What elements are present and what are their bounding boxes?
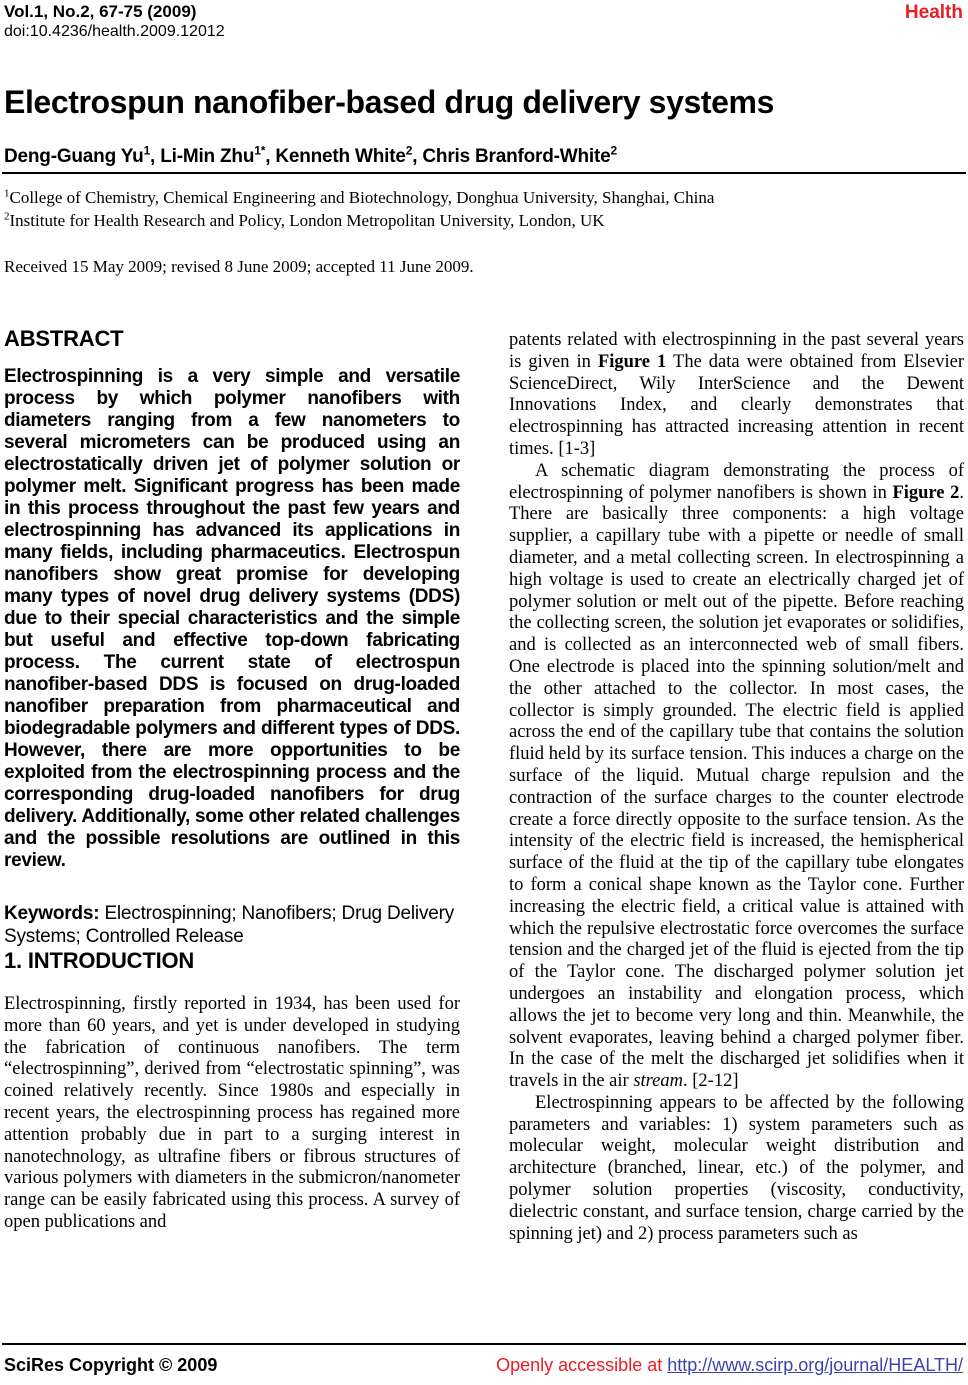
intro-continuation-paragraph bbox=[509, 330, 964, 461]
keywords-label: Keywords: bbox=[4, 903, 100, 924]
text-segment: . There are basically three components: a high voltage supplier, a capillary tube with a pipette or needle of small diameter, and a metal collecting screen. In electrospinning a high voltage is used to create an electrically charged jet of polymer solution or melt out of the pipette. Before reaching the collecting screen, the solution jet evaporates or solidifies, and is collected as an interconnected web of small fibers. One electrode is placed into the spinning solution/melt and the other attached to the collector. In most cases, the collector is simply grounded. The electric field is applied across the end of the capillary tube that contains the solution fluid held by its surface tension. This induces a charge on the surface of the liquid. Mutual charge repulsion and the contraction of the surface charges to the counter electrode create a force directly opposite to the surface tension. As the intensity of the electric field is increased, the hemispherical surface of the fluid at the tip of the capillary tube elongates to form a conical shape known as the Taylor cone. Further increasing the electric field, a critical value is attained with which the repulsive electrostatic force overcomes the surface tension and the charged jet of the fluid is ejected from the tip of the Taylor cone. The discharged polymer solution jet undergoes an instability and elongation process, which allows the jet to become very long and thin. Meanwhile, the solvent evaporates, leaving behind a charged polymer fiber. In the case of the melt the discharged jet solidifies when it travels in the air bbox=[509, 482, 964, 1092]
author-superscript: 2 bbox=[405, 143, 413, 158]
journal-name: Health bbox=[904, 2, 963, 23]
author-superscript: 1* bbox=[254, 143, 266, 158]
open-access-text: Openly accessible at bbox=[496, 1355, 668, 1375]
affiliation-line bbox=[4, 209, 964, 232]
introduction-heading: 1. INTRODUCTION bbox=[4, 948, 195, 973]
authors-line bbox=[4, 143, 964, 168]
text-segment: The data were obtained from Elsevier ScienceDirect, Wily InterScience and the Dewent Innovations Index, and clearly demonstrates that electrospinning has attracted increasing attention in recent times. [1-3] bbox=[509, 351, 964, 459]
authors-divider bbox=[2, 172, 966, 174]
footer-divider bbox=[2, 1343, 966, 1345]
author-name: Deng-Guang Yu bbox=[4, 146, 144, 167]
doi-line: doi:10.4236/health.2009.12012 bbox=[4, 23, 225, 40]
journal-link[interactable]: http://www.scirp.org/journal/HEALTH/ bbox=[667, 1355, 963, 1375]
affiliation-superscript: 1 bbox=[4, 187, 10, 200]
received-line: Received 15 May 2009; revised 8 June 2009; accepted 11 June 2009. bbox=[4, 257, 474, 276]
author-superscript: 2 bbox=[610, 143, 617, 158]
affiliation-text: College of Chemistry, Chemical Engineering and Biotechnology, Donghua University, Shanghai, China bbox=[9, 188, 715, 207]
affiliation-line bbox=[4, 186, 964, 209]
abstract-heading: ABSTRACT bbox=[4, 326, 124, 351]
volume-line: Vol.1, No.2, 67-75 (2009) bbox=[4, 2, 197, 21]
text-segment: . [2-12] bbox=[683, 1071, 739, 1092]
open-access-line bbox=[496, 1355, 963, 1376]
page-footer bbox=[4, 1355, 963, 1376]
abstract-body: Electrospinning is a very simple and versatile process by which polymer nanofibers with diameters ranging from a few nanometers to several micrometers can be produced using an electrostatically driven jet of polymer solution or polymer melt. Significant progress has been made in this process throughout the past few years and electrospinning has advanced its applications in many fields, including pharmaceutics. Electrospun nanofibers show great promise for developing many types of novel drug delivery systems (DDS) due to their special characteristics and the simple but useful and effective top-down fabricating process. The current state of electrospun nanofiber-based DDS is focused on drug-loaded nanofiber preparation from pharmaceutical and biodegradable polymers and different types of DDS. However, there are more opportunities to be exploited from the electrospinning process and the corresponding drug-loaded nanofibers for drug delivery. Additionally, some other related challenges and the possible resolutions are outlined in this review. bbox=[4, 366, 460, 871]
figure2-reference: Figure 2 bbox=[892, 482, 960, 503]
stream-italic: stream bbox=[633, 1071, 684, 1092]
electrospinning-process-paragraph bbox=[509, 461, 964, 1093]
author-name: , Chris Branford-White bbox=[412, 146, 611, 167]
parameters-paragraph: Electrospinning appears to be affected by the following parameters and variables: 1) system parameters such as molecular weight, molecular weight distribution and architecture (branched, linear, etc.) of the polymer, and polymer solution properties (viscosity, conductivity, dielectric constant, and surface tension, charge carried by the spinning jet) and 2) process parameters such as bbox=[509, 1092, 964, 1244]
author-name: , Li-Min Zhu bbox=[150, 146, 255, 167]
affiliation-superscript: 2 bbox=[4, 210, 10, 223]
keywords-line bbox=[4, 902, 460, 948]
introduction-paragraph: Electrospinning, firstly reported in 1934, has been used for more than 60 years, and yet is under developed in studying the fabrication of continuous nanofibers. The term “electrospinning”, derived from “electrostatic spinning”, was coined relatively recently. Since 1980s and especially in recent years, the electrospinning process has regained more attention probably due in part to a surging interest in nanotechnology, as ultrafine fibers or fibrous structures of various polymers with diameters in the submicron/nanometer range can be easily fabricated using this process. A survey of open publications and bbox=[4, 994, 460, 1232]
text-segment: A schematic diagram demonstrating the process of electrospinning of polymer nanofibers is shown in bbox=[509, 460, 964, 503]
keywords-text: Electrospinning; Nanofibers; Drug Delivery Systems; Controlled Release bbox=[4, 903, 455, 947]
copyright-text: SciRes Copyright © 2009 bbox=[4, 1355, 218, 1375]
text-segment: patents related with electrospinning in the past several years is given in bbox=[509, 330, 964, 372]
author-superscript: 1 bbox=[143, 143, 151, 158]
author-name: , Kenneth White bbox=[265, 146, 406, 167]
left-column bbox=[4, 326, 460, 1234]
affiliations-block bbox=[4, 186, 964, 232]
article-title: Electrospun nanofiber-based drug delivery systems bbox=[4, 84, 774, 120]
figure1-reference: Figure 1 bbox=[597, 351, 667, 372]
affiliation-text: Institute for Health Research and Policy, London Metropolitan University, London, UK bbox=[9, 211, 605, 230]
right-column bbox=[509, 330, 964, 1245]
